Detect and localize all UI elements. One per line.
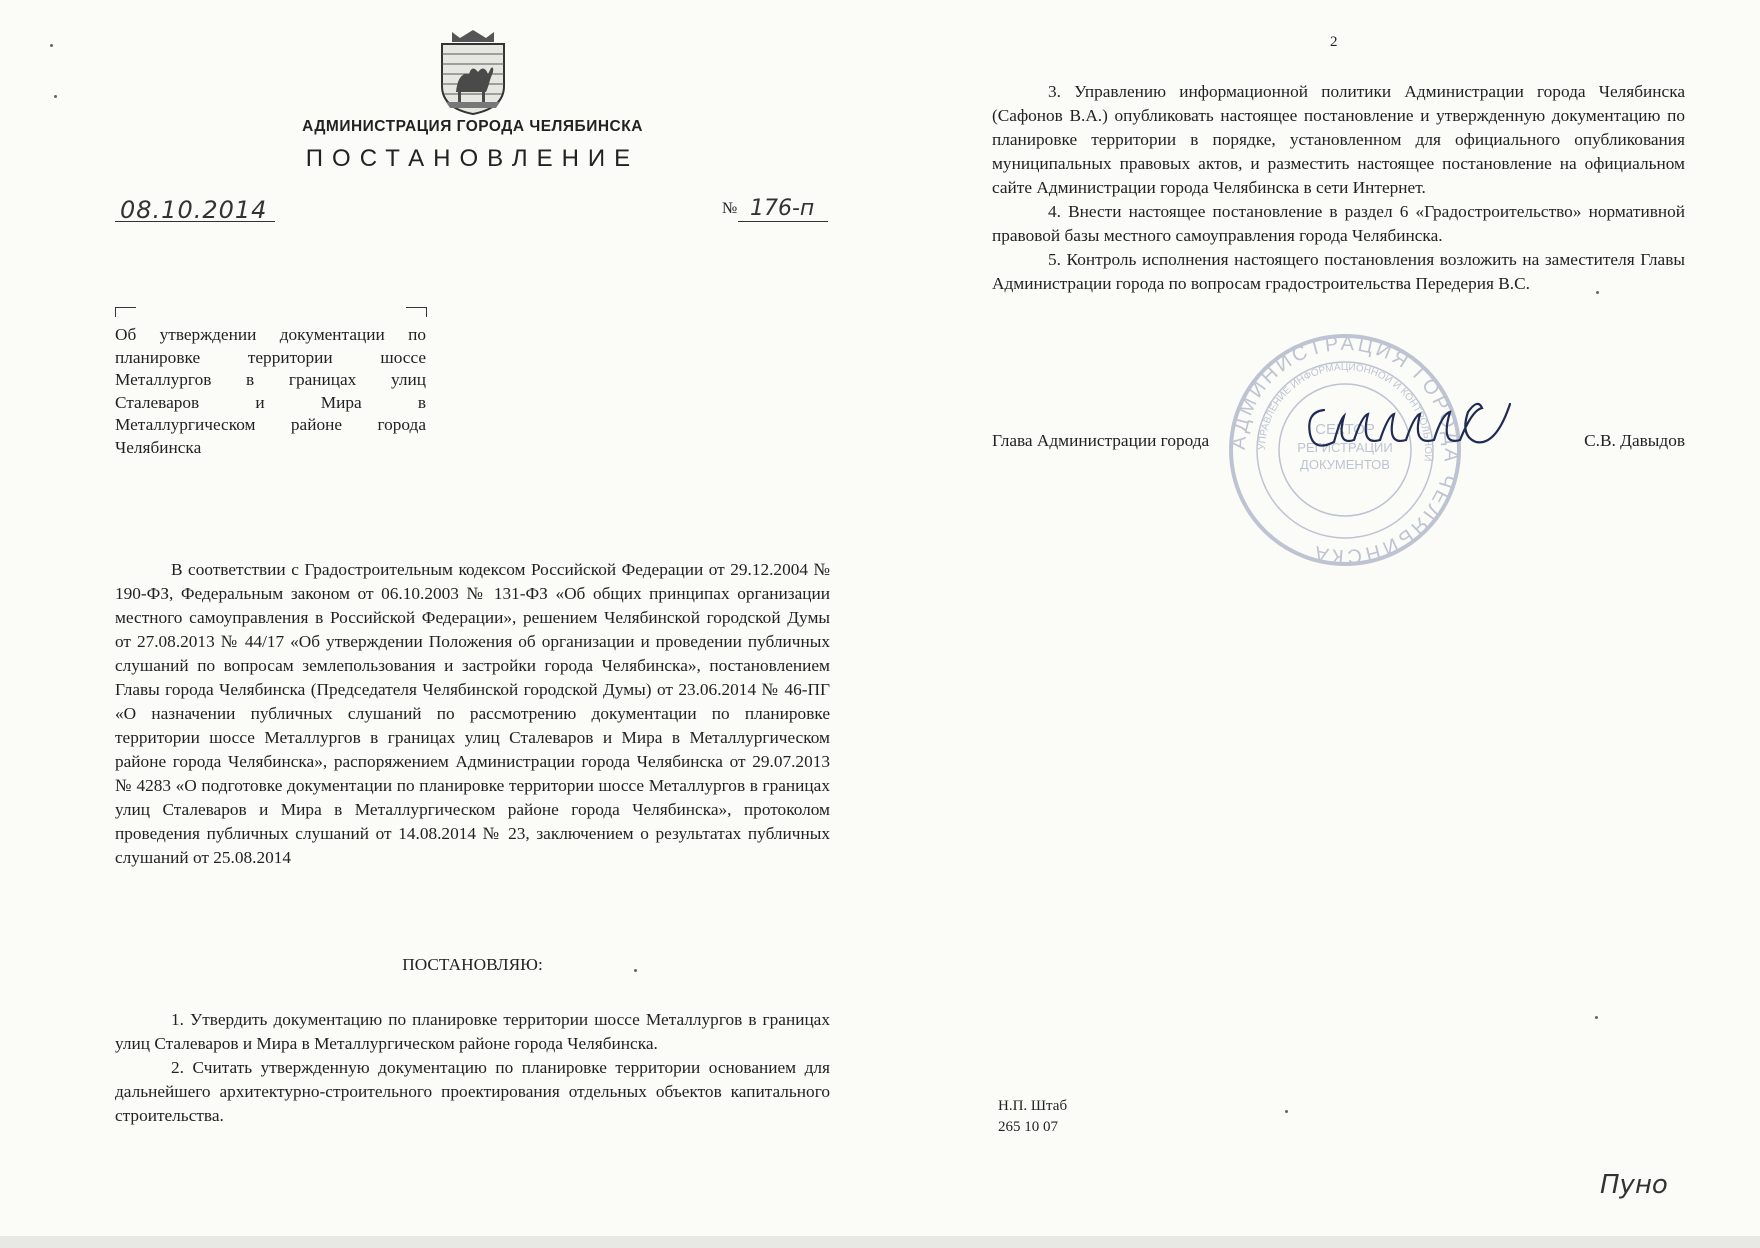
decree-item: 2. Считать утвержденную документацию по планировке территории основанием для дальнейшего архитектурно-строительного проектирования отдельных объектов капитального строительства. (115, 1058, 830, 1125)
subject-line: Челябинска (115, 437, 202, 457)
handwritten-signature-icon (1300, 390, 1515, 460)
scan-speck (1596, 291, 1599, 294)
scan-speck (1285, 1110, 1288, 1113)
subject-line: планировке территории шоссе (115, 347, 426, 367)
signatory-name: С.В. Давыдов (1584, 431, 1685, 450)
subject-bracket-left (115, 307, 136, 317)
executor-phone: 265 10 07 (998, 1119, 1058, 1135)
legal-basis-paragraph: В соответствии с Градостроительным кодексом Российской Федерации от 29.12.2004 № 190-ФЗ, Федеральным законом от 06.10.2003 № 131-ФЗ «Об общих принципах организации местного самоуправления в Российской Федерации», решением Челябинской городской Думы от 27.08.2013 № 44/17 «Об утверждении Положения об организации и проведении публичных слушаний по вопросам землепользования и застройки города Челябинска», постановлением Главы города Челябинска (Председателя Челябинской городской Думы) от 23.06.2014 № 46-ПГ «О назначении публичных слушаний по рассмотрению документации по планировке территории шоссе Металлургов в границах улиц Сталеваров и Мира в Металлургическом районе города Челябинска», распоряжением Администрации города Челябинска от 29.07.2013 № 4283 «О подготовке документации по планировке территории шоссе Металлургов в границах улиц Сталеваров и Мира в Металлургическом районе города Челябинска», протоколом проведения публичных слушаний от 14.08.2014 № 23, заключением о результатах публичных слушаний от 25.08.2014 (115, 560, 830, 867)
seal-center-line: ДОКУМЕНТОВ (1300, 457, 1390, 472)
seal-inner-text: УПРАВЛЕНИЕ ИНФОРМАЦИОННОЙ И КОНТРОЛЬНОЙ (1256, 361, 1434, 462)
decree-item: 3. Управлению информационной политики Администрации города Челябинска (Сафонов В.А.) опубликовать настоящее постановление и утвержденную документацию по планировке территории в порядке, установленном для официального опубликования муниципальных правовых актов, и разместить настоящее постановление на официальном сайте Администрации города Челябинска в сети Интернет. (992, 82, 1685, 197)
date-underline (115, 221, 275, 222)
decree-items-continued (992, 80, 1685, 296)
document-type: ПОСТАНОВЛЕНИЕ (305, 145, 640, 172)
seal-center-line: СЕКТОР (1315, 421, 1375, 438)
document-number: 176-п (750, 196, 815, 221)
scan-speck (634, 969, 637, 972)
document-date: 08.10.2014 (120, 196, 268, 224)
subject-line: Металлургическом районе города (115, 415, 426, 434)
page-number: 2 (1330, 34, 1338, 50)
decree-items (115, 1008, 830, 1128)
right-page (880, 0, 1760, 1248)
organization-name: АДМИНИСТРАЦИЯ ГОРОДА ЧЕЛЯБИНСКА (302, 118, 643, 135)
subject-line: Металлургов в границах улиц (115, 370, 426, 389)
scan-speck (1595, 1016, 1598, 1019)
scan-speck (50, 44, 53, 47)
subject-block (115, 324, 426, 459)
city-crest-icon (436, 28, 510, 116)
signatory-title: Глава Администрации города (992, 431, 1210, 450)
decree-item: 5. Контроль исполнения настоящего постановления возложить на заместителя Главы Администрации города по вопросам градостроительства Передерия В.С. (992, 250, 1685, 293)
executor-block (998, 1096, 1067, 1138)
decree-heading: ПОСТАНОВЛЯЮ: (402, 955, 543, 974)
seal-outer-text: АДМИНИСТРАЦИЯ ГОРОДА ЧЕЛЯБИНСКА (1227, 332, 1463, 568)
executor-name: Н.П. Штаб (998, 1098, 1068, 1114)
seal-center-line: РЕГИСТРАЦИИ (1297, 440, 1393, 455)
decree-item: 1. Утвердить документацию по планировке территории шоссе Металлургов в границах улиц Сталеваров и Мира в Металлургическом районе города Челябинска. (115, 1010, 830, 1053)
scan-bottom-edge (0, 1236, 1760, 1248)
number-underline (738, 221, 828, 222)
number-label: № (722, 200, 738, 217)
subject-bracket-right (406, 307, 427, 317)
subject-line: Об утверждении документации по (115, 325, 426, 344)
decree-item: 4. Внести настоящее постановление в раздел 6 «Градостроительство» нормативной правовой базы местного самоуправления города Челябинска. (992, 202, 1685, 245)
scan-speck (54, 95, 57, 98)
subject-line: Сталеваров и Мира в (115, 392, 426, 412)
handwritten-corner-note: Пуно (1600, 1170, 1668, 1200)
